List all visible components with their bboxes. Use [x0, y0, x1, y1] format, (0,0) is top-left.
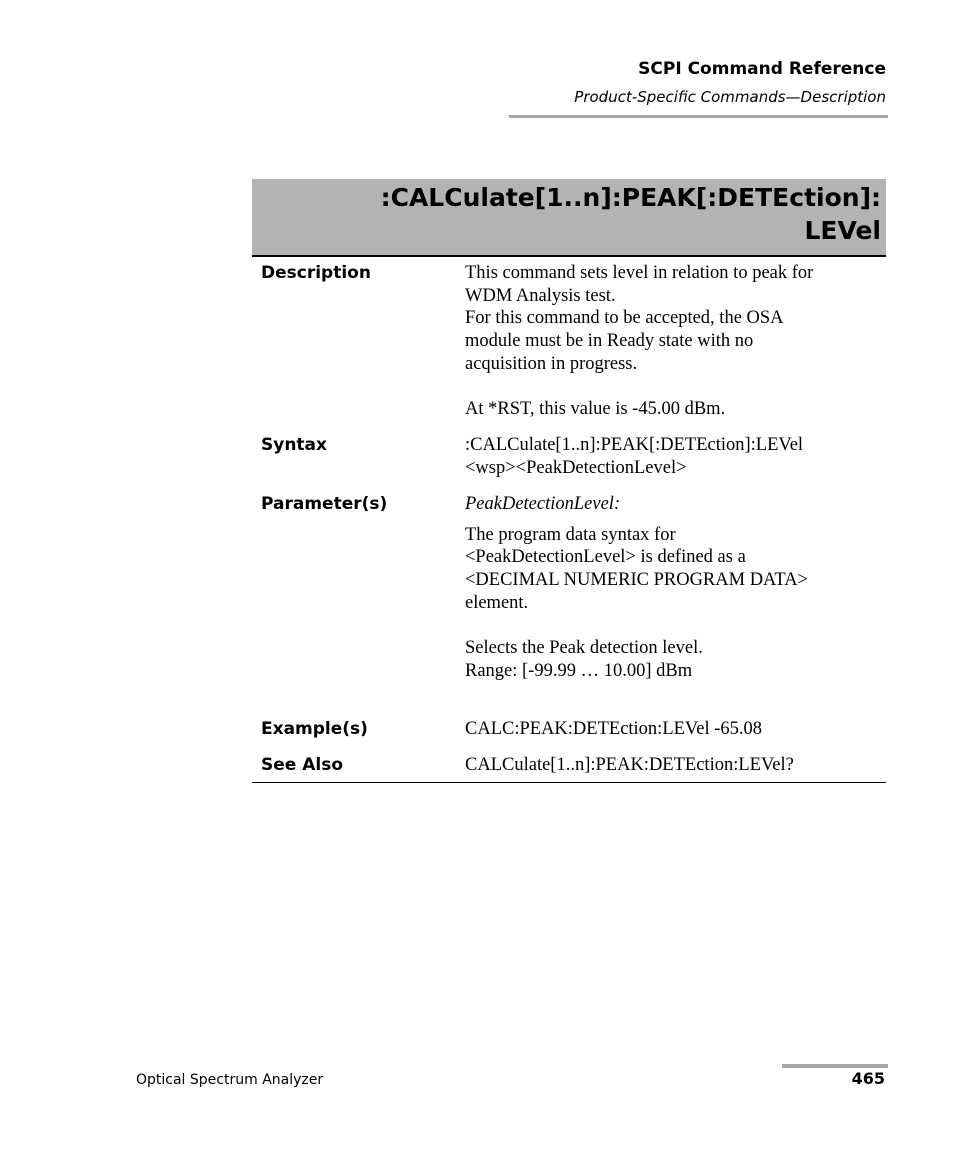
spacer: [465, 376, 875, 399]
syntax-text: [465, 434, 875, 479]
parameter-line: The program data syntax for: [465, 524, 676, 545]
parameter-name: PeakDetectionLevel:: [465, 494, 621, 514]
page-number: 465: [851, 1069, 885, 1088]
footer-rule: [782, 1064, 888, 1068]
command-title-bar: [252, 179, 886, 257]
description-line: acquisition in progress.: [465, 353, 638, 374]
description-label: Description: [261, 263, 371, 283]
syntax-line: <wsp><PeakDetectionLevel>: [465, 457, 687, 478]
parameter-range: Range: [-99.99 … 10.00] dBm: [465, 660, 693, 681]
parameter-line: element.: [465, 592, 529, 613]
header-rule: [509, 115, 888, 118]
parameter-line: Selects the Peak detection level.: [465, 638, 703, 659]
parameters-text: [465, 493, 875, 683]
syntax-label: Syntax: [261, 435, 327, 455]
spacer: [465, 516, 875, 524]
example-text: CALC:PEAK:DETEction:LEVel -65.08: [465, 719, 762, 739]
description-line: WDM Analysis test.: [465, 285, 616, 306]
spacer: [465, 615, 875, 638]
see-also-label: See Also: [261, 755, 344, 775]
see-also-text: CALCulate[1..n]:PEAK:DETEction:LEVel?: [465, 755, 794, 775]
footer-product-name: Optical Spectrum Analyzer: [136, 1072, 324, 1088]
running-header: [574, 58, 886, 108]
description-line: This command sets level in relation to peak for: [465, 263, 814, 283]
description-line: For this command to be accepted, the OSA: [465, 308, 784, 329]
parameters-label: Parameter(s): [261, 494, 388, 514]
description-text: [465, 262, 875, 421]
command-title-line-1: :CALCulate[1..n]:PEAK[:DETEction]:: [380, 183, 881, 212]
description-reset-value: At *RST, this value is -45.00 dBm.: [465, 399, 726, 420]
table-bottom-rule: [252, 782, 886, 783]
section-title: Product-Specific Commands—Description: [574, 88, 886, 106]
parameter-line: <PeakDetectionLevel> is defined as a: [465, 547, 746, 568]
command-title-line-2: LEVel: [804, 216, 881, 245]
description-line: module must be in Ready state with no: [465, 331, 754, 352]
examples-label: Example(s): [261, 719, 368, 739]
chapter-title: SCPI Command Reference: [638, 59, 886, 79]
syntax-line: :CALCulate[1..n]:PEAK[:DETEction]:LEVel: [465, 435, 804, 455]
parameter-line: <DECIMAL NUMERIC PROGRAM DATA>: [465, 570, 808, 591]
